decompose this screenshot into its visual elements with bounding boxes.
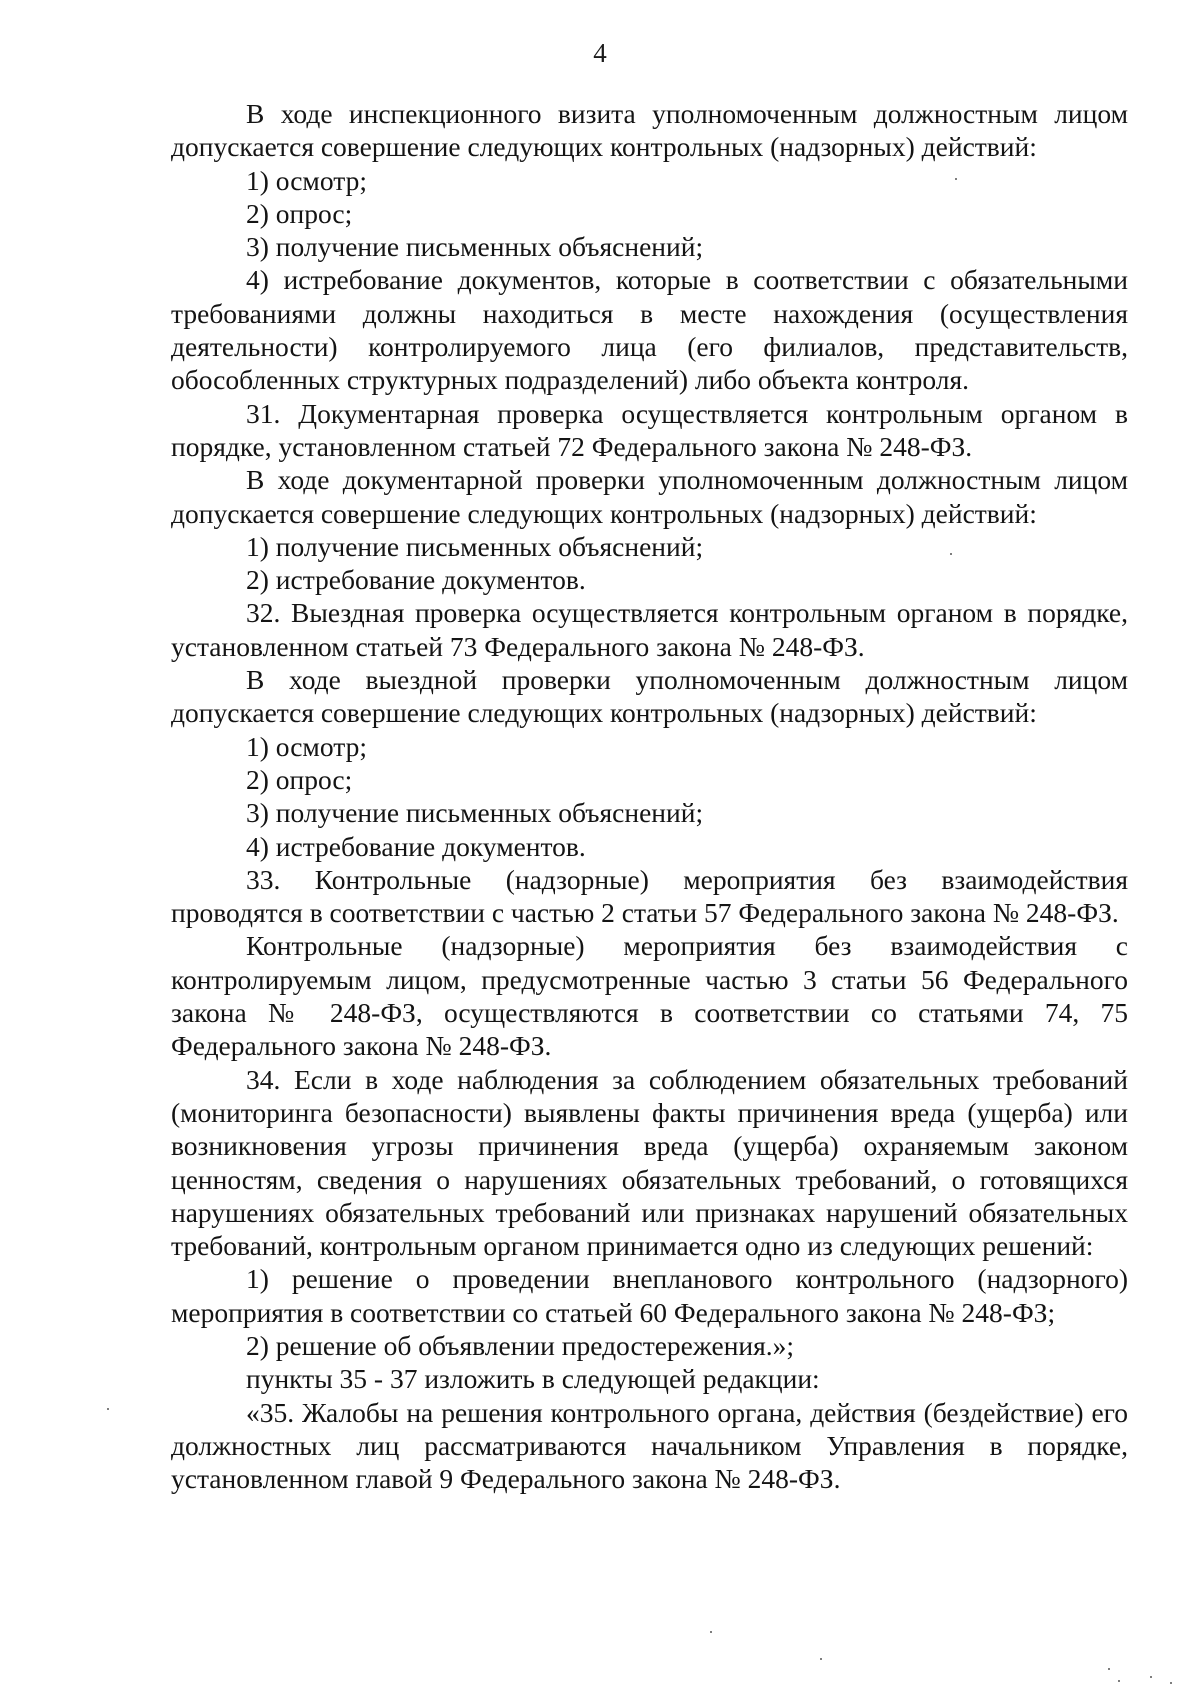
scan-speck	[1170, 1682, 1172, 1684]
paragraph: В ходе выездной проверки уполномоченным должностным лицом допускается совершение следующих контрольных (надзорных) действий:	[171, 664, 1128, 729]
scan-speck	[1118, 1680, 1120, 1682]
scan-speck	[950, 553, 952, 555]
list-item: пункты 35 - 37 изложить в следующей редакции:	[246, 1363, 820, 1395]
scan-speck	[1150, 1676, 1152, 1678]
list-item: 2) опрос;	[246, 763, 353, 795]
scan-speck	[107, 1408, 109, 1410]
paragraph: 33. Контрольные (надзорные) мероприятия без взаимодействия проводятся в соответствии с частью 2 статьи 57 Федерального закона № 248-ФЗ.	[171, 863, 1128, 929]
paragraph: «35. Жалобы на решения контрольного органа, действия (бездействие) его должностных лиц рассматриваются начальником Управления в порядке, установленном главой 9 Федерального закона № 248-ФЗ.	[171, 1396, 1128, 1495]
paragraph: 4) истребование документов, которые в соответствии с обязательными требованиями должны находиться в месте нахождения (осуществления деятельности) контролируемого лица (его филиалов, представительств, обособленных структурных подразделений) либо объекта контроля.	[171, 264, 1128, 396]
paragraph: 34. Если в ходе наблюдения за соблюдением обязательных требований (мониторинга безопасности) выявлены факты причинения вреда (ущерба) или возникновения угрозы причинения вреда (ущерба) охраняемым законом ценностям, сведения о нарушениях обязательных требований, о готовящихся нарушениях обязательных требований или признаках нарушений обязательных требований, контрольным органом принимается одно из следующих решений:	[171, 1063, 1128, 1262]
paragraph: 32. Выездная проверка осуществляется контрольным органом в порядке, установленном статьей 73 Федерального закона № 248-ФЗ.	[171, 597, 1128, 662]
list-item: 1) осмотр;	[246, 730, 367, 762]
page-number: 4	[593, 38, 607, 68]
list-item: 4) истребование документов.	[246, 830, 586, 862]
paragraph: В ходе документарной проверки уполномоченным должностным лицом допускается совершение следующих контрольных (надзорных) действий:	[171, 464, 1128, 529]
paragraph: В ходе инспекционного визита уполномоченным должностным лицом допускается совершение следующих контрольных (надзорных) действий:	[171, 98, 1128, 163]
list-item: 2) истребование документов.	[246, 564, 586, 596]
scan-speck	[955, 178, 957, 180]
list-item: 1) осмотр;	[246, 164, 367, 196]
scan-speck	[1108, 1668, 1110, 1670]
list-item: 3) получение письменных объяснений;	[246, 231, 704, 263]
paragraph: Контрольные (надзорные) мероприятия без взаимодействия с контролируемым лицом, предусмотренные частью 3 статьи 56 Федерального закона № 248-ФЗ, осуществляются в соответствии со статьями 74, 75 Федерального закона № 248-ФЗ.	[171, 930, 1128, 1062]
scan-speck	[710, 1631, 712, 1633]
paragraph: 31. Документарная проверка осуществляется контрольным органом в порядке, установленном статьей 72 Федерального закона № 248-ФЗ.	[171, 397, 1128, 462]
list-item: 3) получение письменных объяснений;	[246, 797, 704, 829]
list-item: 2) решение об объявлении предостережения.»;	[246, 1329, 795, 1361]
paragraph: 1) решение о проведении внепланового контрольного (надзорного) мероприятия в соответствии со статьей 60 Федерального закона № 248-ФЗ;	[171, 1263, 1128, 1328]
list-item: 2) опрос;	[246, 197, 353, 229]
document-body	[171, 97, 1128, 1495]
list-item: 1) получение письменных объяснений;	[246, 530, 704, 562]
scan-speck	[820, 1658, 822, 1660]
